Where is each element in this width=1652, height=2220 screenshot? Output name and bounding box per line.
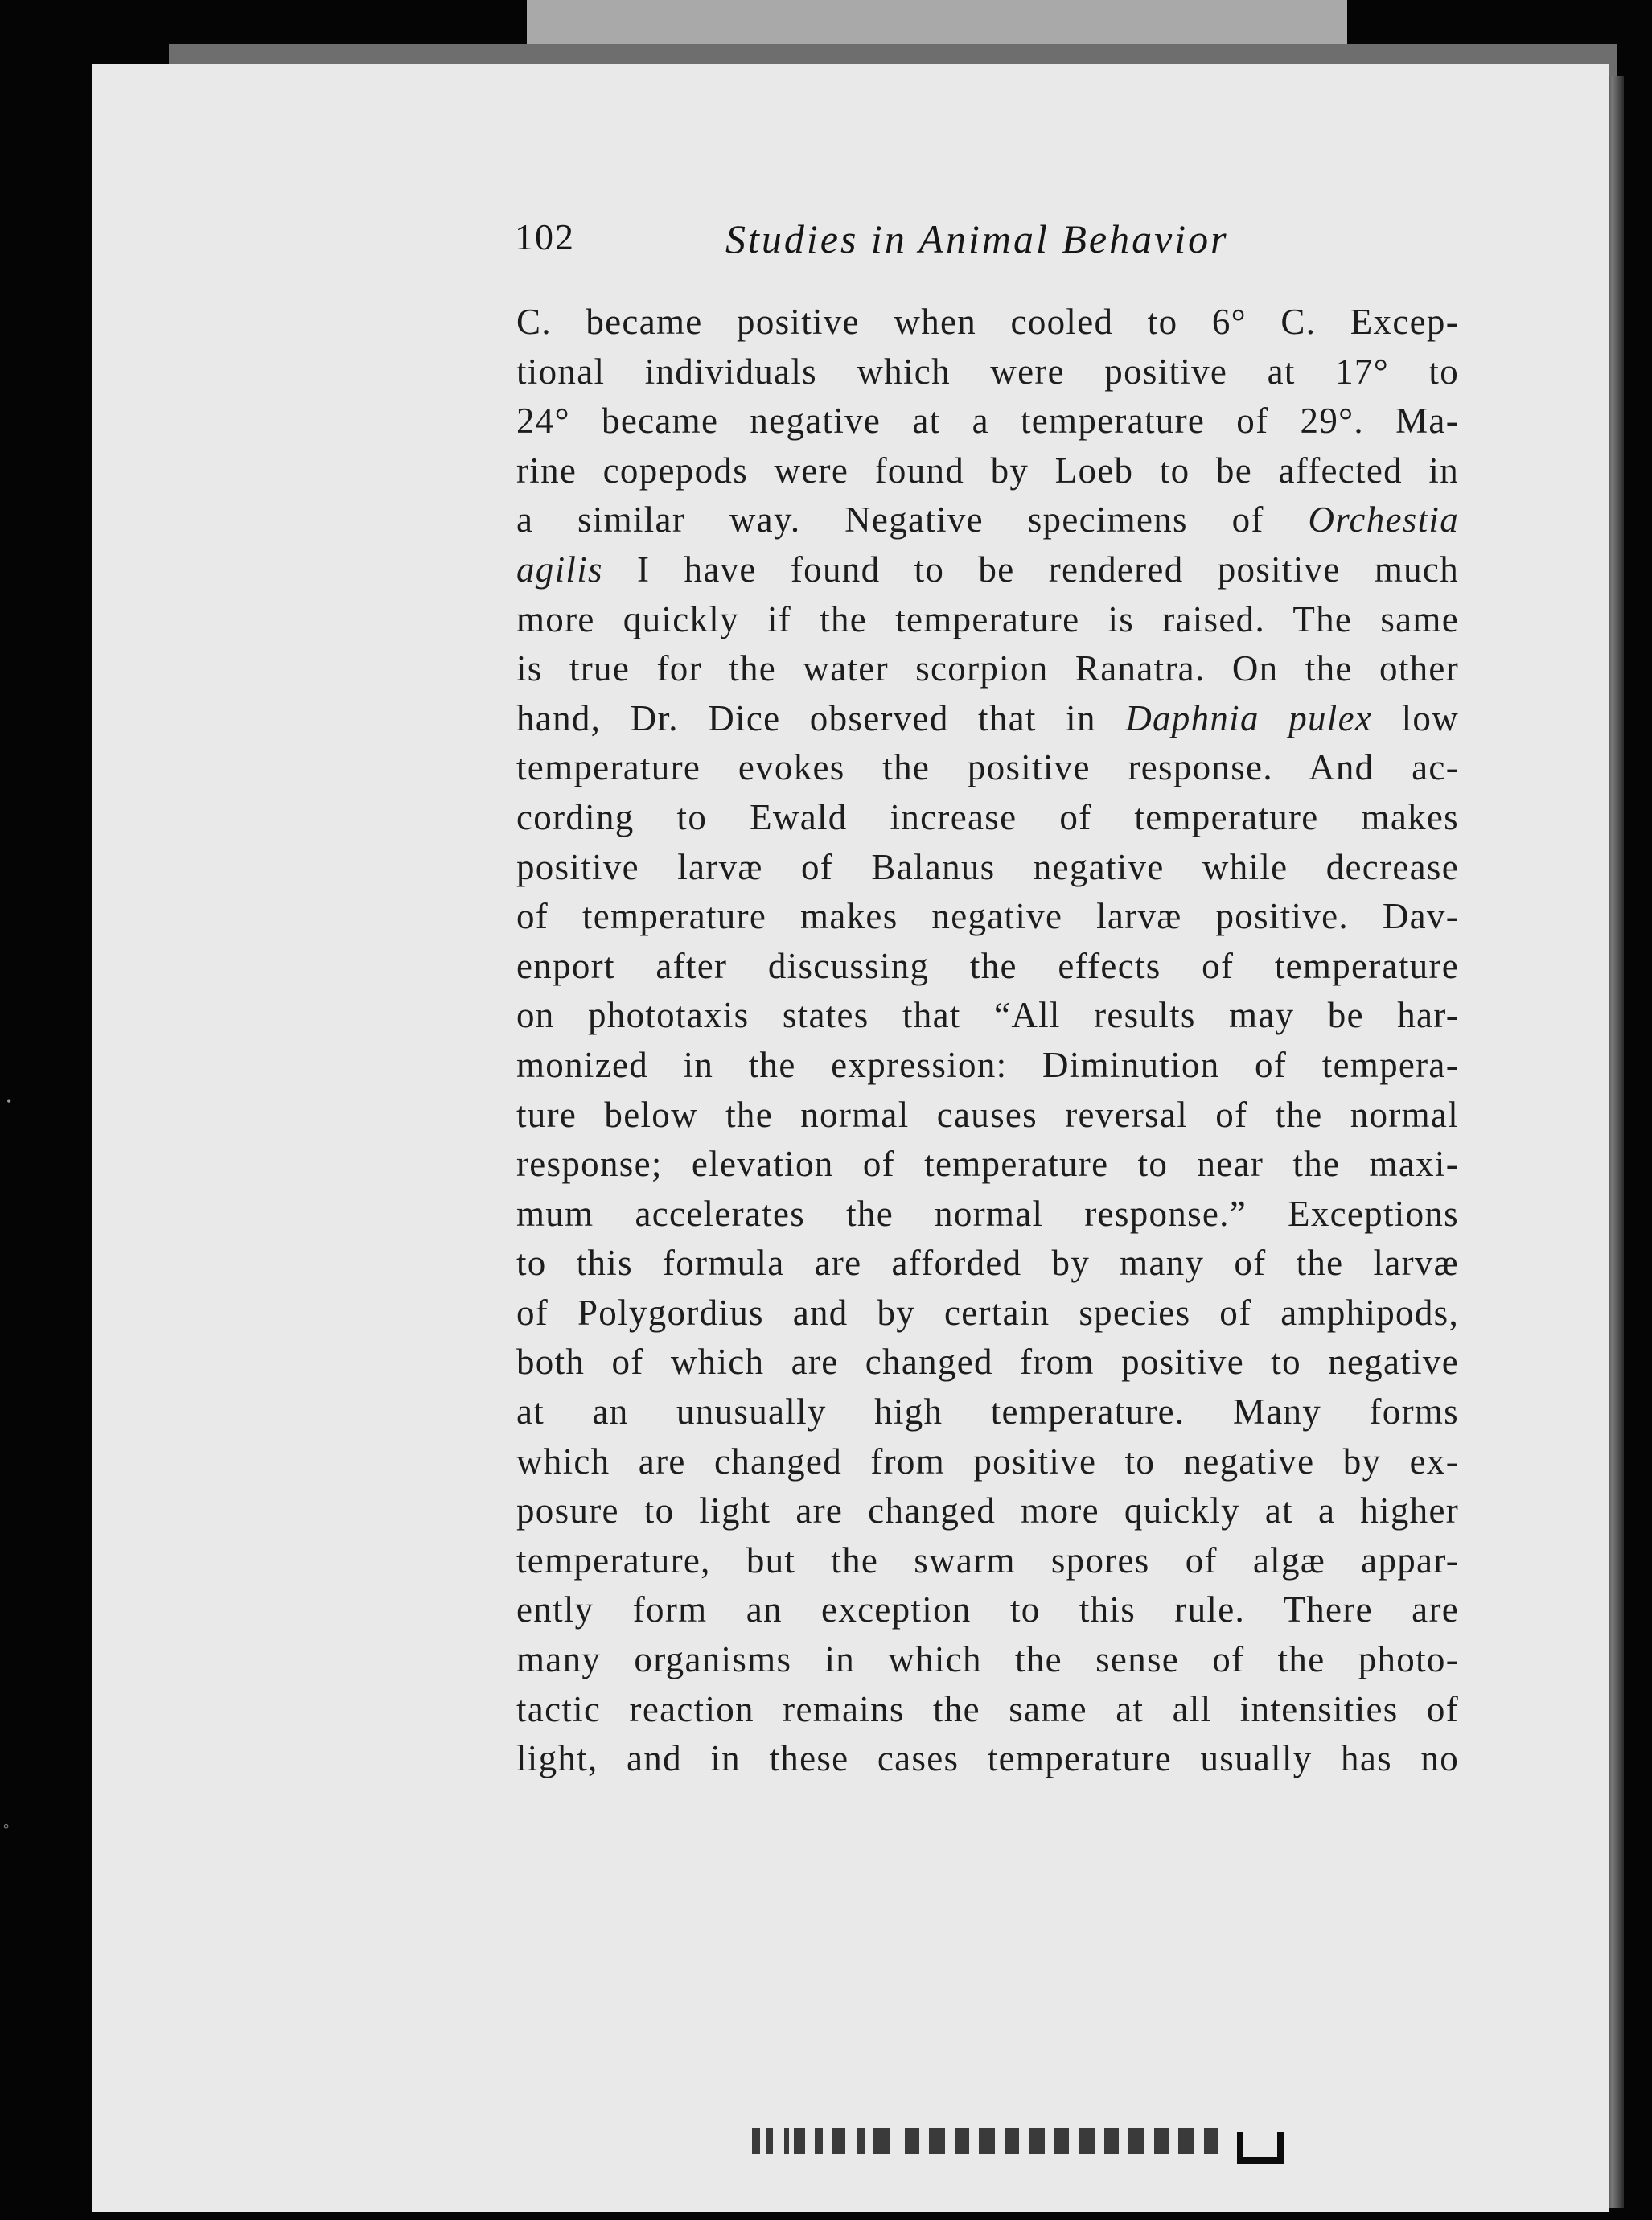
text-line: tional individuals which were positive at 17° to bbox=[516, 351, 1459, 392]
text-line: temperature, but the swarm spores of algæ appar- bbox=[516, 1540, 1459, 1581]
text-line: of Polygordius and by certain species of amphipods, bbox=[516, 1292, 1459, 1333]
microfilm-stamp-graphic bbox=[752, 2123, 1283, 2159]
italic-species-name: Daphnia pulex bbox=[1125, 697, 1373, 738]
text-line: more quickly if the temperature is raised. The same bbox=[516, 598, 1459, 639]
text-line: rine copepods were found by Loeb to be affected in bbox=[516, 450, 1459, 491]
running-head bbox=[515, 216, 1271, 264]
text-line: is true for the water scorpion Ranatra. On the other bbox=[516, 648, 1459, 689]
text-line: which are changed from positive to negative by ex- bbox=[516, 1441, 1459, 1482]
page-number: 102 bbox=[515, 216, 575, 257]
scan-specks bbox=[0, 0, 32, 2220]
body-paragraph bbox=[516, 298, 1459, 1784]
text-line: both of which are changed from positive to negative bbox=[516, 1342, 1459, 1383]
italic-species-name: Orchestia bbox=[1308, 500, 1459, 541]
text-line: many organisms in which the sense of the photo- bbox=[516, 1639, 1459, 1680]
text-line: of temperature makes negative larvæ positive. Dav- bbox=[516, 896, 1459, 937]
speck: • bbox=[6, 1093, 12, 1109]
text-line: agilis I have found to be rendered positive much bbox=[516, 549, 1459, 590]
speck: ° bbox=[3, 1821, 10, 1837]
text-line: hand, Dr. Dice observed that in Daphnia pulex low bbox=[516, 697, 1459, 738]
text-line: 24° became negative at a temperature of 29°. Ma- bbox=[516, 401, 1459, 442]
italic-species-name: agilis bbox=[516, 549, 603, 590]
text-line: ently form an exception to this rule. There are bbox=[516, 1589, 1459, 1630]
running-title: Studies in Animal Behavior bbox=[725, 216, 1229, 261]
text-line: enport after discussing the effects of temperature bbox=[516, 945, 1459, 986]
text-line: posure to light are changed more quickly at a higher bbox=[516, 1490, 1459, 1531]
text-line: positive larvæ of Balanus negative while decrease bbox=[516, 846, 1459, 887]
text-line: to this formula are afforded by many of the larvæ bbox=[516, 1243, 1459, 1284]
text-line: mum accelerates the normal response.” Exceptions bbox=[516, 1193, 1459, 1234]
text-line: tactic reaction remains the same at all intensities of bbox=[516, 1688, 1459, 1729]
text-line: on phototaxis states that “All results may be har- bbox=[516, 995, 1459, 1036]
stamp-marks bbox=[752, 2123, 1235, 2159]
stamp-corner-mark bbox=[1237, 2132, 1284, 2164]
text-line: at an unusually high temperature. Many forms bbox=[516, 1392, 1459, 1433]
text-line: light, and in these cases temperature usually has no bbox=[516, 1738, 1459, 1779]
text-line: response; elevation of temperature to near the maxi- bbox=[516, 1144, 1459, 1185]
text-line: monized in the expression: Diminution of tempera- bbox=[516, 1044, 1459, 1085]
text-line: cording to Ewald increase of temperature makes bbox=[516, 796, 1459, 837]
text-line: C. became positive when cooled to 6° C. Excep- bbox=[516, 302, 1459, 342]
text-line: temperature evokes the positive response. And ac- bbox=[516, 747, 1459, 788]
text-line: a similar way. Negative specimens of Orchestia bbox=[516, 500, 1459, 541]
text-line: ture below the normal causes reversal of the normal bbox=[516, 1094, 1459, 1135]
